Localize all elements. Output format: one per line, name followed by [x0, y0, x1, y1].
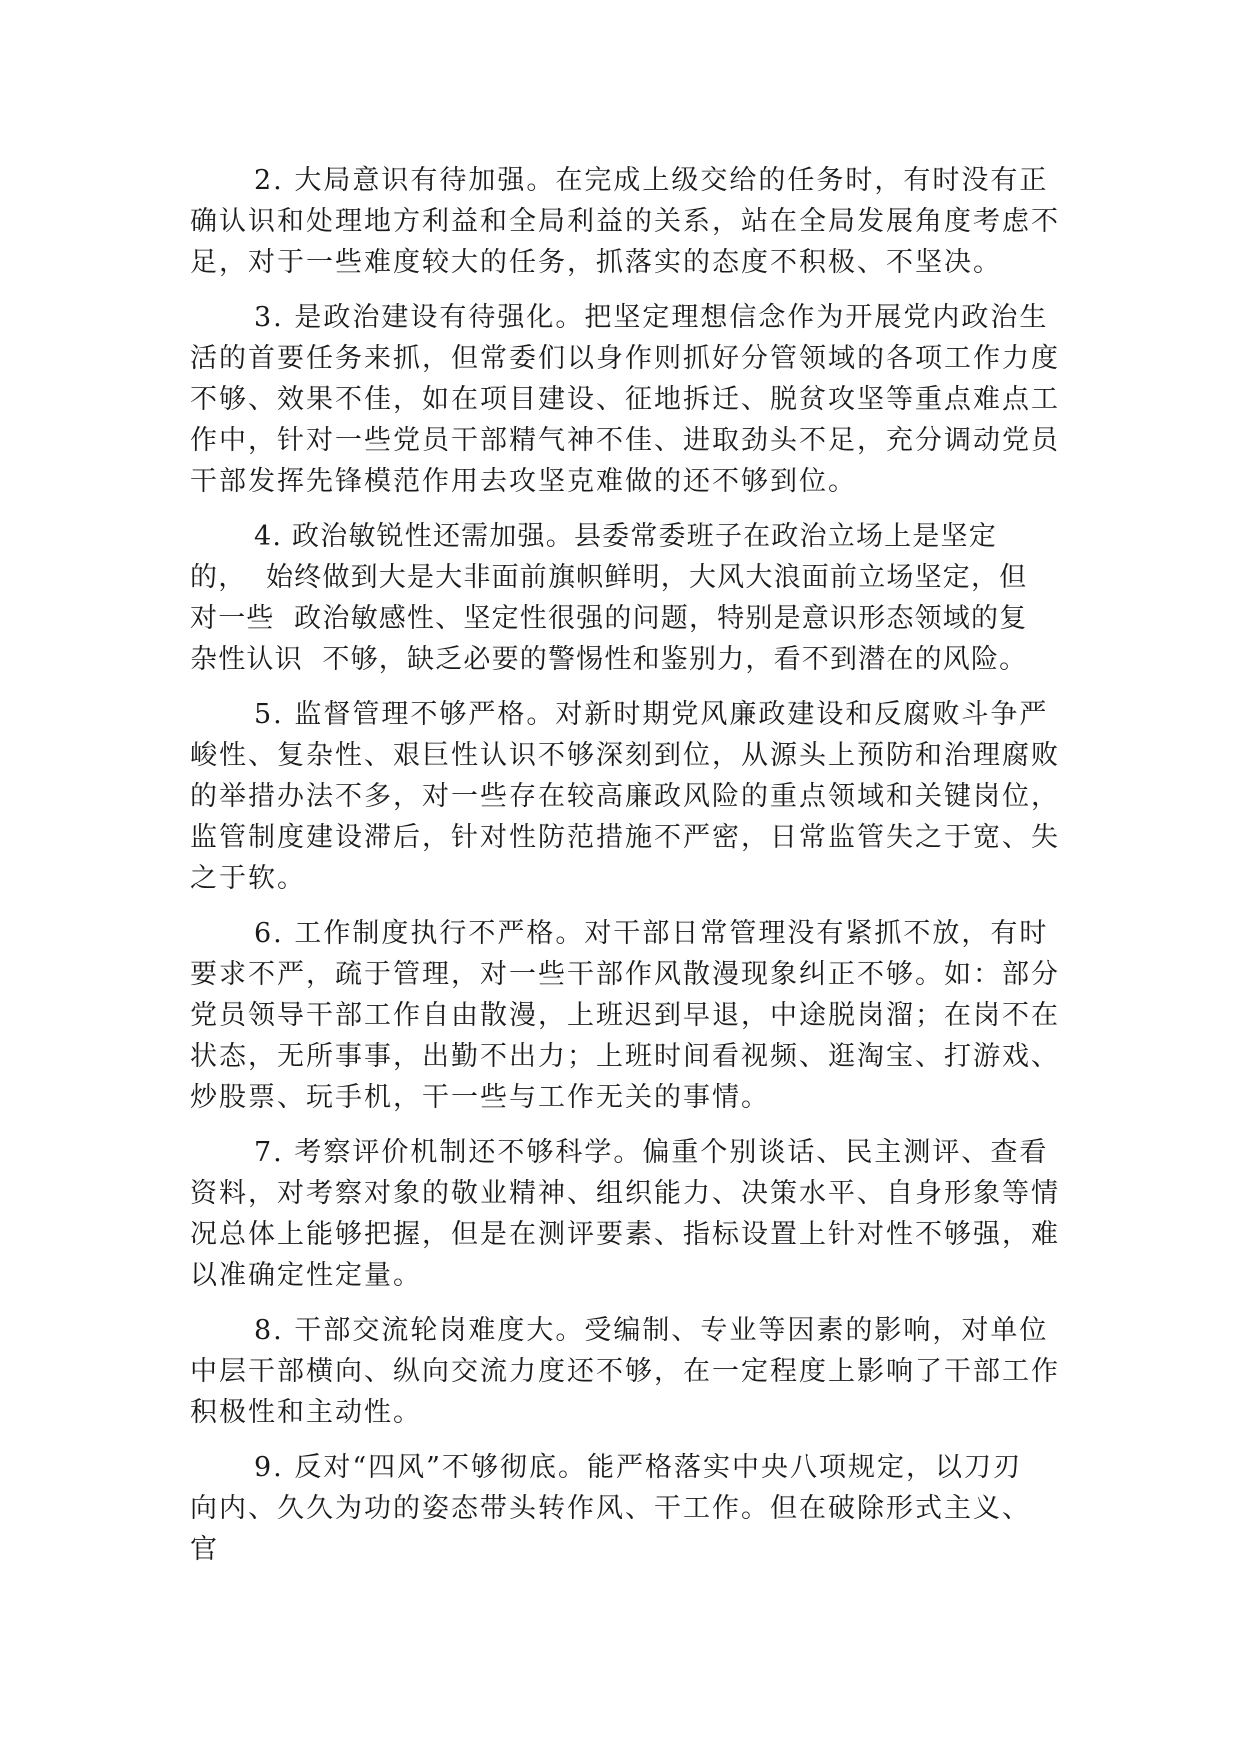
paragraph-line: 资料，对考察对象的敬业精神、组织能力、决策水平、自身形象等情 — [190, 1178, 1060, 1209]
paragraph-line: 党员领导干部工作自由散漫，上班迟到早退，中途脱岗溜；在岗不在 — [190, 1000, 1060, 1031]
paragraph-7 — [190, 1132, 1060, 1296]
paragraph-line: 杂性认识 不够，缺乏必要的警惕性和鉴别力，看不到潜在的风险。 — [190, 644, 1028, 675]
paragraph-line: 确认识和处理地方利益和全局利益的关系，站在全局发展角度考虑不 — [190, 206, 1060, 237]
paragraph-line: 2. 大局意识有待加强。在完成上级交给的任务时，有时没有正 — [254, 165, 1049, 196]
paragraph-line: 7. 考察评价机制还不够科学。偏重个别谈话、民主测评、查看 — [254, 1137, 1049, 1168]
paragraph-8 — [190, 1310, 1060, 1433]
paragraph-line: 5. 监督管理不够严格。对新时期党风廉政建设和反腐败斗争严 — [254, 699, 1049, 730]
paragraph-line: 积极性和主动性。 — [190, 1397, 422, 1428]
paragraph-line: 9. 反对“四风”不够彻底。能严格落实中央八项规定，以刀刃 — [254, 1452, 1022, 1483]
paragraph-line: 官 — [190, 1534, 219, 1565]
paragraph-line: 的， 始终做到大是大非面前旗帜鲜明，大风大浪面前立场坚定，但 — [190, 562, 1028, 593]
document-body — [190, 160, 1060, 1584]
paragraph-line: 峻性、复杂性、艰巨性认识不够深刻到位，从源头上预防和治理腐败 — [190, 740, 1060, 771]
paragraph-4 — [190, 516, 1050, 680]
paragraph-5 — [190, 694, 1060, 899]
paragraph-line: 8. 干部交流轮岗难度大。受编制、专业等因素的影响，对单位 — [254, 1315, 1049, 1346]
paragraph-9 — [190, 1447, 1050, 1570]
paragraph-3 — [190, 297, 1060, 502]
paragraph-line: 不够、效果不佳，如在项目建设、征地拆迁、脱贫攻坚等重点难点工 — [190, 384, 1060, 415]
paragraph-line: 6. 工作制度执行不严格。对干部日常管理没有紧抓不放，有时 — [254, 918, 1049, 949]
paragraph-line: 作中，针对一些党员干部精气神不佳、进取劲头不足，充分调动党员 — [190, 425, 1060, 456]
paragraph-2 — [190, 160, 1060, 283]
paragraph-line: 对一些 政治敏感性、坚定性很强的问题，特别是意识形态领域的复 — [190, 603, 1028, 634]
paragraph-line: 向内、久久为功的姿态带头转作风、干工作。但在破除形式主义、 — [190, 1493, 1031, 1524]
paragraph-line: 之于软。 — [190, 863, 306, 894]
paragraph-line: 监管制度建设滞后，针对性防范措施不严密，日常监管失之于宽、失 — [190, 822, 1060, 853]
paragraph-line: 干部发挥先锋模范作用去攻坚克难做的还不够到位。 — [190, 466, 857, 497]
paragraph-line: 活的首要任务来抓，但常委们以身作则抓好分管领域的各项工作力度 — [190, 343, 1060, 374]
paragraph-6 — [190, 913, 1060, 1118]
paragraph-line: 况总体上能够把握，但是在测评要素、指标设置上针对性不够强，难 — [190, 1219, 1060, 1250]
paragraph-line: 状态，无所事事，出勤不出力；上班时间看视频、逛淘宝、打游戏、 — [190, 1041, 1060, 1072]
paragraph-line: 炒股票、玩手机，干一些与工作无关的事情。 — [190, 1082, 770, 1113]
paragraph-line: 4. 政治敏锐性还需加强。县委常委班子在政治立场上是坚定 — [254, 521, 997, 552]
paragraph-line: 中层干部横向、纵向交流力度还不够，在一定程度上影响了干部工作 — [190, 1356, 1060, 1387]
paragraph-line: 足，对于一些难度较大的任务，抓落实的态度不积极、不坚决。 — [190, 247, 1002, 278]
paragraph-line: 以准确定性定量。 — [190, 1260, 422, 1291]
paragraph-line: 3. 是政治建设有待强化。把坚定理想信念作为开展党内政治生 — [254, 302, 1049, 333]
paragraph-line: 的举措办法不多，对一些存在较高廉政风险的重点领域和关键岗位， — [190, 781, 1060, 812]
paragraph-line: 要求不严，疏于管理，对一些干部作风散漫现象纠正不够。如：部分 — [190, 959, 1060, 990]
